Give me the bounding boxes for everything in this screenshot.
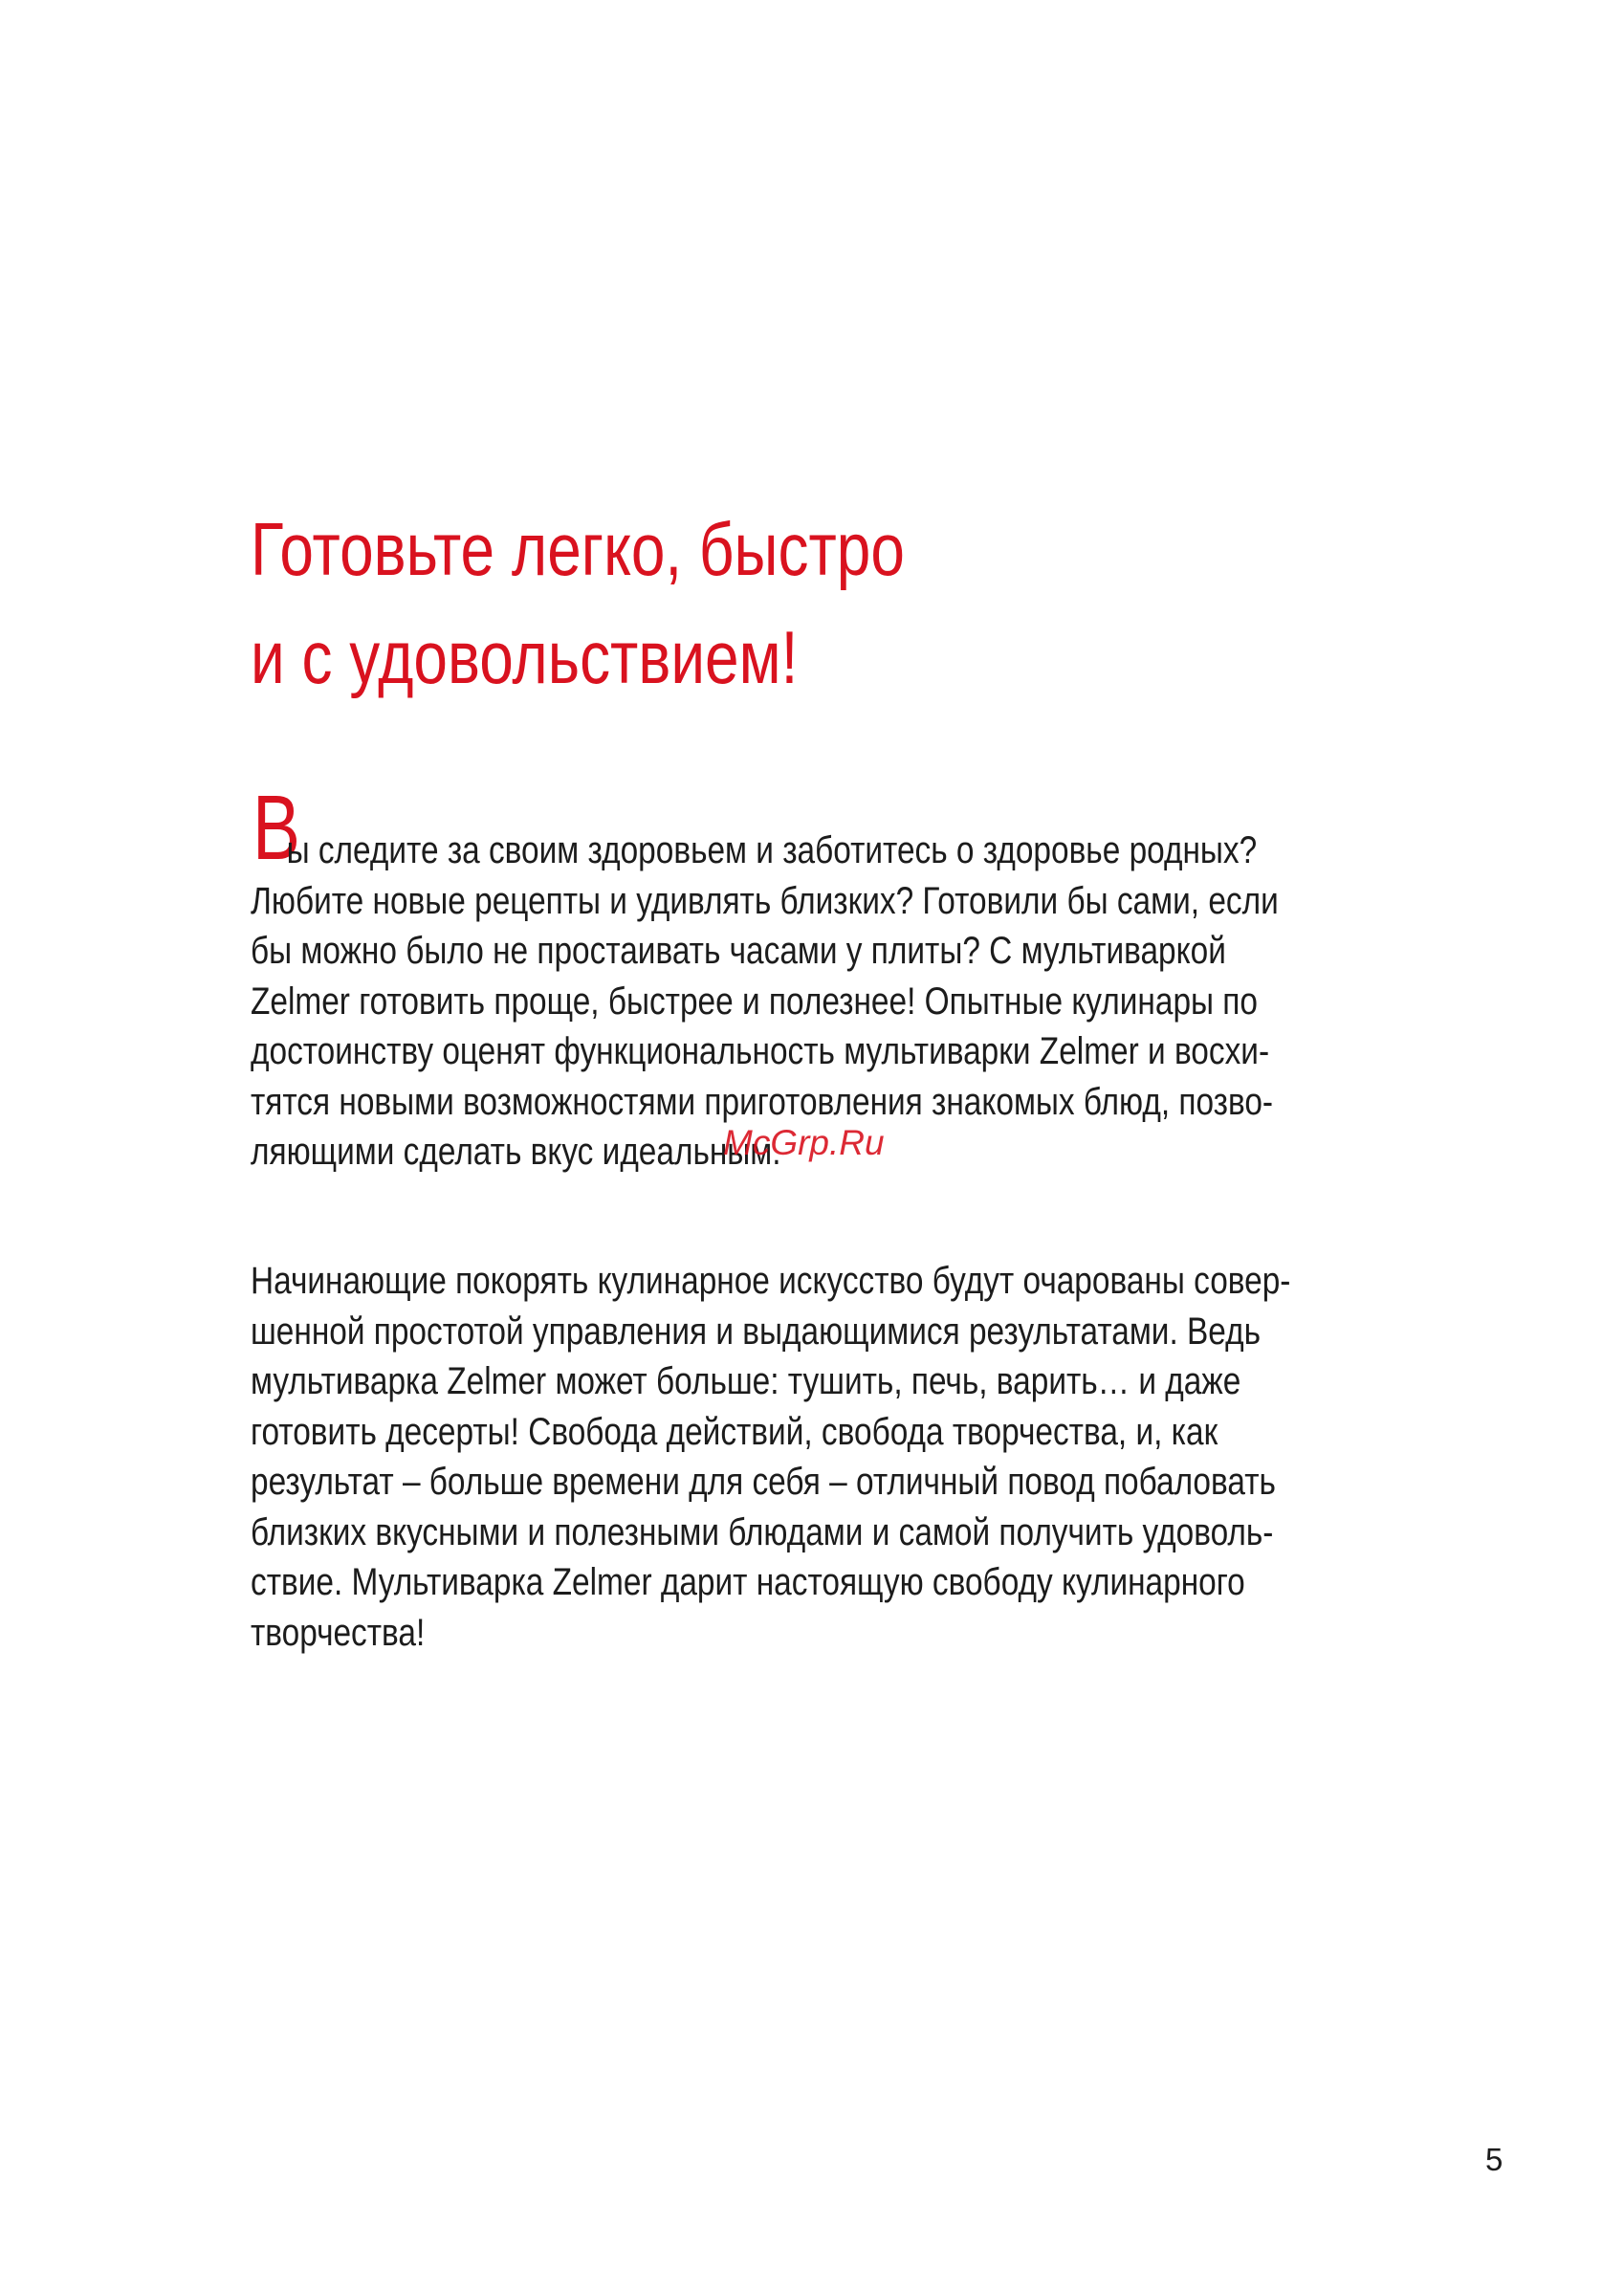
paragraph-line: творчества! (251, 1611, 426, 1654)
paragraph-line: Начинающие покорять кулинарное искусство будут очарованы совер- (251, 1260, 1291, 1302)
page-title-line-2: и с удовольствием! (251, 615, 799, 699)
page-title (251, 495, 1192, 712)
page-number: 5 (1485, 2142, 1503, 2177)
watermark-text: McGrp.Ru (723, 1123, 885, 1162)
paragraph-line: Любите новые рецепты и удивлять близких? Готовили бы сами, если (251, 879, 1279, 922)
paragraph-line: тятся новыми возможностями приготовления знакомых блюд, позво- (251, 1080, 1274, 1123)
drop-cap-letter: В (252, 777, 300, 879)
paragraph-line: близких вкусными и полезными блюдами и самой получить удоволь- (251, 1510, 1274, 1553)
second-paragraph (251, 1256, 1369, 1658)
paragraph-line: ствие. Мультиварка Zelmer дарит настоящую свободу кулинарного (251, 1561, 1245, 1603)
paragraph-line: мультиварка Zelmer может больше: тушить, печь, варить… и даже (251, 1360, 1241, 1402)
paragraph-line: Zelmer готовить проще, быстрее и полезнее! Опытные кулинары по (251, 980, 1258, 1023)
paragraph-line: ляющими сделать вкус идеальным. (251, 1131, 781, 1173)
paragraph-line: результат – больше времени для себя – отличный повод побаловать (251, 1461, 1276, 1503)
paragraph-line: готовить десерты! Свобода действий, свобода творчества, и, как (251, 1410, 1218, 1453)
paragraph-line: достоинству оценят функциональность мультиварки Zelmer и восхи- (251, 1030, 1270, 1072)
paragraph-line: ы следите за своим здоровьем и заботитесь о здоровье родных? (286, 829, 1258, 871)
paragraph-line: бы можно было не простаивать часами у плиты? С мультиваркой (251, 930, 1226, 972)
page-title-line-1: Готовьте легко, быстро (251, 507, 905, 591)
paragraph-line: шенной простотой управления и выдающимися результатами. Ведь (251, 1310, 1262, 1353)
